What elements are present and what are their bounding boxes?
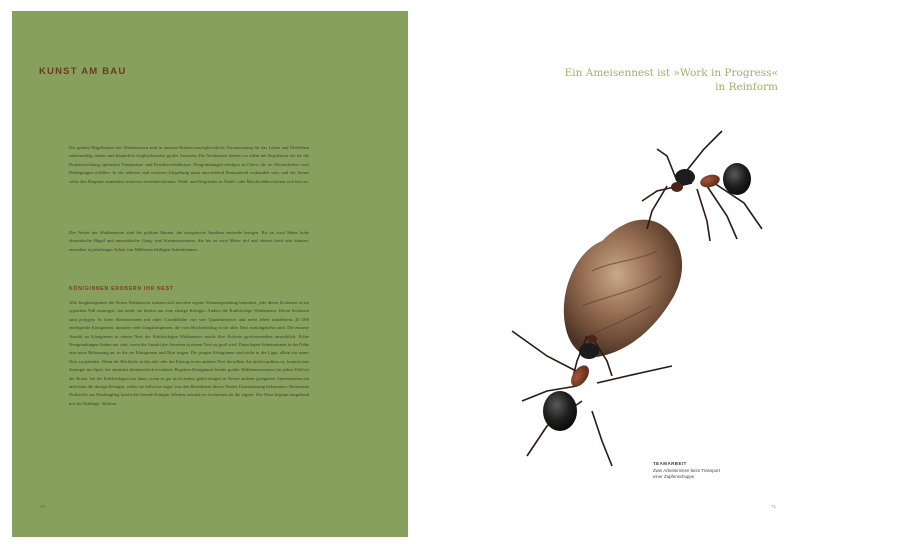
pull-quote-line: in Reinform: [715, 81, 778, 93]
right-page: [408, 11, 900, 537]
page-number-left: 70: [40, 504, 46, 509]
photo-caption: [653, 461, 720, 481]
page-number-right: 71: [770, 504, 776, 509]
cone-scale: [564, 220, 682, 357]
caption-line: einer Zapfenschuppe: [653, 474, 695, 480]
ant-top-gaster: [723, 163, 751, 195]
ant-bottom-gaster: [543, 391, 577, 431]
body-paragraph: Alle Jungköniginnen der Roten Waldameise müssen sich um eine eigene Nestneugründung bemühen, jede dieser Kolonien ist im typischen Fall monogyn, das heißt, sie besitzt nur eine einzige Königin. Anders die Kahlrückige Waldameise. Deren Kolonien sind polygyn: In ihren Riesennestern mit einer Grundfläche von vier Quadratmetern und mehr leben mindestens 20 000 eierlegende Königinnen, darunter viele Jungköniginnen, die vom Hochzeitsflug in ihr altes Nest zurückgekehrt sind. Die enorme Anzahl an Königinnen in einem Nest der Kahlrückigen Waldameise macht ihre Kolonie gewissermaßen unsterblich. Echte Neugründungen finden nur statt, wenn die Anzahl der Ameisen in einem Nest zu groß wird. Dann legen Arbeiterinnen in der Nähe eine neue Behausung an, in die sie Königinnen und Brut tragen. Die jungen Königinnen sind nicht in der Lage, allein ein neues Nest zu gründen. Wenn die Rückkehr in das alte oder der Einzug in ein anderes Nest derselben Art nicht machbar ist, kommt eine Strategie ins Spiel, die zunächst abenteuerlich erscheint: Begatten Königinnen beider großer Waldameisenarten (in jedem Fall bei der Roten, bei der Kahlrückigen nur dann, wenn es gar nicht anders geht) dringen in Nester anderer geeigneter Ameisenarten ein und töten die dortige Königin, wobei sie teilweise sogar von den Bewohnern dieses Nestes Unterstützung bekommen. Bestimmte Duftstoffe zur Eindringling lassen die fremde Königin offenbar attraktiver erscheinen als die eigene. Die Neue beginnt umgehend mit der Eiablage. Sklaven.: [69, 300, 309, 406]
section-label: KUNST AM BAU: [39, 66, 127, 77]
subheading: KÖNIGINNEN EROBERN IHR NEST: [69, 286, 174, 292]
caption-line: Zwei Arbeiterinnen beim Transport: [653, 467, 720, 473]
pull-quote: [528, 66, 778, 94]
pull-quote-line: Ein Ameisennest ist »Work in Progress«: [564, 67, 778, 79]
body-paragraph: Die großen Hügelbauten der Waldameisen sind in unseren Breiten unvergleichliche Voraussetzung für das Leben und Überleben zahlenmäßig starker und körperlich vergleichsweise großer Ameisen. Die Nestbauten dienen vor allem der Regulation der für die Brutentwicklung optimalen Temperatur- und Feuchteverhältnisse. Neugründungen erfolgen an Orten, die im Wesentlichen zwei Bedingungen erfüllen: In der näheren und weiteren Umgebung muss ausreichend Baumaterial vorhanden sein, und die Sonne sollte den Bauplatz zumindest zeitweise erreichen können. Wald- und Wegränder in Nadel- oder Mischwäldern bieten sich hier an.: [69, 145, 309, 184]
body-paragraph: Die Nester der Waldameisen sind die größten Bauten, die europäische Insekten zustande bringen. Bis zu zwei Meter hohe oberirdische Hügel und unterirdische Gang- und Kammersysteme, die bis zu zwei Meter tief und ebenso breit sein können, entstehen in jahrelanger Arbeit von Millionen fleißigen Arbeiterinnen.: [69, 230, 309, 252]
left-page: [12, 11, 408, 537]
ants-photo: [452, 111, 792, 481]
caption-label: TEAMARBEIT: [653, 461, 687, 466]
